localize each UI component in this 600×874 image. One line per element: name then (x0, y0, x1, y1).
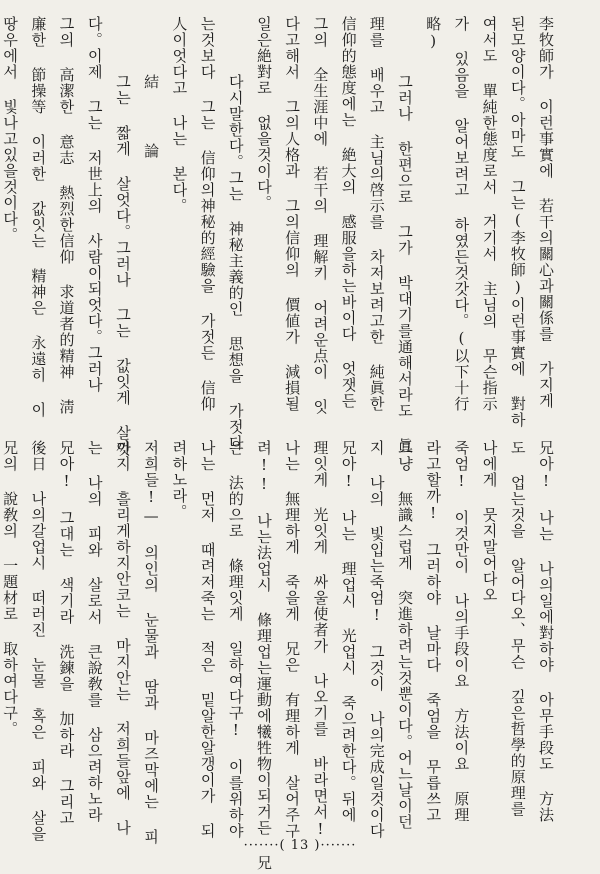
text-line: 廉한 節操等 이러한 값잇는 精神은 永遠히 이 (29, 16, 48, 418)
text-line: 여서도 單純한態度로서 거기서 主님의 무슨指示 (480, 16, 499, 412)
text-line: 죽엄! 이것만이 나의手段이요 方法이요 原理 (452, 440, 471, 823)
text-line: 은 法的으로 條理잇게 일하여다구! 이를위하야 (226, 440, 245, 839)
text-line: 人이엇다고 나는 본다。 (170, 16, 189, 214)
text-line: 는것보다 그는 信仰의神秘的經驗을 가젓든 信仰 (198, 16, 217, 412)
text-line: 그러나 한편으로 그가 박대기를通해서라도 眞 (395, 74, 414, 454)
text-line: 理를 배우고 主님의啓示를 차저보려고한 純眞한 (367, 16, 386, 412)
upper-text-block (0, 16, 560, 457)
text-line: 나는 먼저 때려저죽는 적은 밑알한알갱이가 되 (198, 440, 217, 839)
lower-text-block (0, 440, 560, 871)
text-line: 지 나의 빛입는죽엄! 그것이 나의完成일것이다 (367, 440, 386, 839)
text-line: 라고할까! 그러하야 날마다 죽엄을 무릅쓰고 (424, 440, 443, 823)
text-line: 兄아! 나는 理업시 光업시 죽으려한다。뒤에 (339, 440, 358, 823)
text-line: 後日 나의갈업시 떠러진 눈물 혹은 피와 살을 (29, 440, 48, 842)
text-line: 略) (424, 16, 443, 51)
text-line: 려!! 나는法업시 條理업는運動에犧牲物이되거든 兄 (254, 440, 273, 871)
text-line: 도 업는것을 알어다오、무슨 깊은哲學的原理를 (508, 440, 527, 817)
text-line: 까지 흘리게하지안코는 마지안는 저희들앞에 나 (113, 440, 132, 836)
text-line: 일은絶對로 없을것이다。 (254, 16, 273, 211)
text-line: 나는 無理하게 죽을게 兄은 有理하게 살어주구 (283, 440, 302, 839)
text-line: 가 있음을 알어보려고 하였든것갓다。(以下十行 (452, 16, 471, 412)
section-heading: 結 論 (142, 74, 161, 176)
text-line: 땅우에서 빛나고있을것이다。 (1, 16, 20, 243)
text-line: 는 나의 피와 살로서 큰說敎를 삼으려하노라 (85, 440, 104, 823)
text-line: 兄아! 나는 나의일에對하야 아무手段도 方法 (537, 440, 555, 823)
text-line: 다시말한다。그는 神秘主義的인 思想을 가젓다 (226, 74, 245, 451)
text-line: 다고해서 그의人格과 그의信仰의 價値가 減損될 (283, 16, 302, 412)
text-line: 理잇게 光잇게 싸울使者가 나오기를 바라면서! (311, 440, 330, 839)
text-line: 그의 全生涯中에 若干의 理解키 어려운点이 잇 (311, 16, 330, 415)
text-line: 된모양이다。아마도 그는(李牧師)이런事實에 對하 (508, 16, 527, 428)
text-line: 그는 짧게 살엇다。그러나 그는 값잇게 살엇 (113, 74, 132, 457)
text-line: 려하노라。 (170, 440, 189, 520)
text-line: 兄의 說敎의 一題材로 取하여다구。 (1, 440, 20, 737)
text-line: 兄아! 그대는 색기라 洗鍊을 加하라 그리고 (57, 440, 76, 826)
text-line: 다。이제 그는 저世上의 사람이되엇다。그러나 (85, 16, 104, 393)
text-line: 저희들!— 의인의 눈물과 땀과 마즈막에는 피 (142, 440, 161, 845)
text-line: 그냥 無識스럽게 突進하려는것뿐이다。어느날이던 (395, 440, 414, 830)
text-line: 나에게 뭇지말어다오 (480, 440, 499, 603)
text-line: 信仰的態度에는 絶大의 感服을하는바이다 엇잿든 (339, 16, 358, 409)
text-line: 李牧師가 이런事實에 若干의關心과關係를 가지게 (537, 16, 555, 409)
page-number: ·······( 13 )······· (243, 838, 357, 853)
text-line: 그의 高潔한 意志 熱烈한信仰 求道者的精神 淸 (57, 16, 76, 415)
